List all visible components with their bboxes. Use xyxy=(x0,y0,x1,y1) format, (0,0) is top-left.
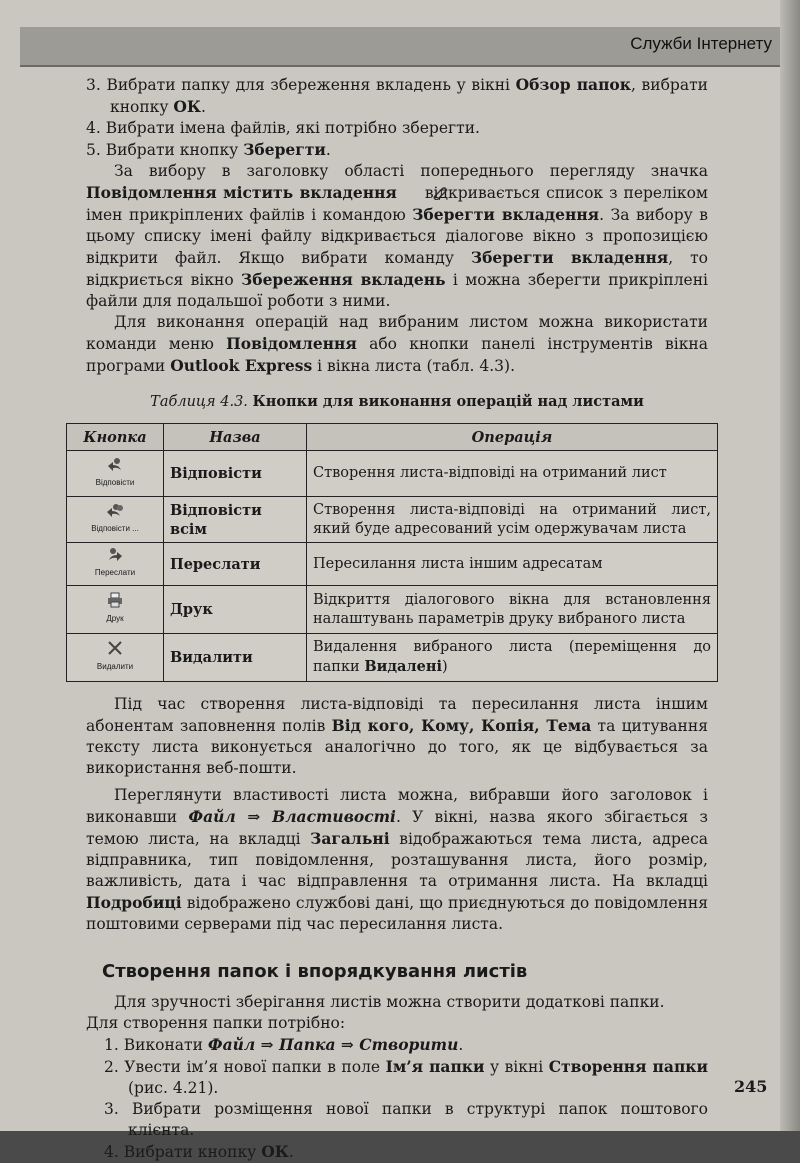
list-item: 3. Вибрати розміщення нової папки в структурі папок поштового клієнта. xyxy=(104,1100,708,1139)
button-caption: Відповісти ... xyxy=(91,523,139,533)
button-cell xyxy=(67,543,164,586)
button-name: Друк xyxy=(164,586,307,634)
list-item: 5. Вибрати кнопку Зберегти. xyxy=(86,140,331,159)
paperclip-icon xyxy=(403,185,419,199)
button-name: Відповісти всім xyxy=(164,497,307,543)
paragraph: Для створення папки потрібно: xyxy=(86,1014,346,1032)
list-item: 1. Виконати Файл ⇒ Папка ⇒ Створити. xyxy=(104,1035,464,1054)
list-item: 2. Увести ім’я нової папки в поле Ім’я папки у вікні Створення папки (рис. 4.21). xyxy=(104,1057,708,1097)
table-row xyxy=(67,634,718,682)
button-operation: Відкриття діалогового вікна для встановлення налаштувань параметрів друку вибраного листа xyxy=(307,586,718,634)
button-name: Видалити xyxy=(164,634,307,682)
button-cell xyxy=(67,586,164,634)
table-row xyxy=(67,543,718,586)
column-header: Назва xyxy=(164,424,307,451)
list-item: 4. Вибрати кнопку ОК. xyxy=(104,1142,294,1161)
column-header: Кнопка xyxy=(67,424,164,451)
button-operation: Створення листа-відповіді на отриманий лист, який буде адресований усім одержувачам листа xyxy=(307,497,718,543)
button-operation: Пересилання листа іншим адресатам xyxy=(307,543,718,586)
table-row xyxy=(67,451,718,497)
paragraph: Під час створення листа-відповіді та пересилання листа іншим абонентам заповнення полів Від кого, Кому, Копія, Тема та цитування тексту листа виконується аналогічно до того, як це відбувається за використання веб-пошти. xyxy=(86,695,708,777)
column-header: Операція xyxy=(307,424,718,451)
list-item: 4. Вибрати імена файлів, які потрібно зберегти. xyxy=(86,119,480,137)
table-header-row xyxy=(67,424,718,451)
table-row xyxy=(67,586,718,634)
button-caption: Переслати xyxy=(94,568,136,577)
paragraph: Переглянути властивості листа можна, вибравши його заголовок і виконавши Файл ⇒ Властивості. У вікні, назва якого збігається з темою листа, на вкладці Загальні відображаються тема листа, адреса відправника, тип повідомлення, розташування листа, його розмір, важливість, дата і час відправлення та отримання листа. На вкладці Подробиці відображено службові дані, що приєднуються до повідомлення поштовими серверами під час пересилання листа. xyxy=(86,786,709,933)
button-caption: Друк xyxy=(106,613,124,623)
table-caption: Таблиця 4.3. Кнопки для виконання операцій над листами xyxy=(150,393,644,410)
list-item: 3. Вибрати папку для збереження вкладень у вікні Обзор папок, вибрати кнопку ОК. xyxy=(86,75,708,116)
page-content xyxy=(83,74,711,1163)
table-row xyxy=(67,497,718,543)
paragraph: Для зручності зберігання листів можна створити додаткові папки. xyxy=(114,993,665,1011)
page-number: 245 xyxy=(734,1077,768,1096)
paragraph: За вибору в заголовку області попереднього перегляду значка Повідомлення містить вкладення відкривається список з переліком імен прикріплених файлів і командою Зберегти вкладення. За вибору в цьому списку імені файлу відкривається діалогове вікно з пропозицією відкрити файл. Якщо вибрати команду Зберегти вкладення, то відкриється вікно Збереження вкладень і можна зберегти прикріплені файли для подальшої роботи з ними. xyxy=(86,162,709,310)
button-cell xyxy=(67,634,164,682)
paragraph: Для виконання операцій над вибраним листом можна використати команди меню Повідомлення або кнопки панелі інструментів вікна програми Outlook Express і вікна листа (табл. 4.3). xyxy=(86,313,709,375)
buttons-table xyxy=(66,423,718,682)
button-name: Відповісти xyxy=(164,451,307,497)
button-cell xyxy=(67,497,164,543)
button-caption: Видалити xyxy=(96,661,134,671)
button-name: Переслати xyxy=(164,543,307,586)
delete-icon xyxy=(106,640,124,656)
button-caption: Відповісти xyxy=(95,477,135,487)
reply-icon xyxy=(106,456,124,472)
button-cell xyxy=(67,451,164,497)
running-header-title: Служби Інтернету xyxy=(630,34,772,53)
button-operation: Видалення вибраного листа (переміщення до папки Видалені) xyxy=(307,634,718,682)
section-title: Створення папок і впорядкування листів xyxy=(102,961,528,982)
forward-icon xyxy=(106,546,124,562)
reply-all-icon xyxy=(106,502,124,518)
button-operation: Створення листа-відповіді на отриманий лист xyxy=(307,451,718,497)
print-icon xyxy=(106,592,124,608)
